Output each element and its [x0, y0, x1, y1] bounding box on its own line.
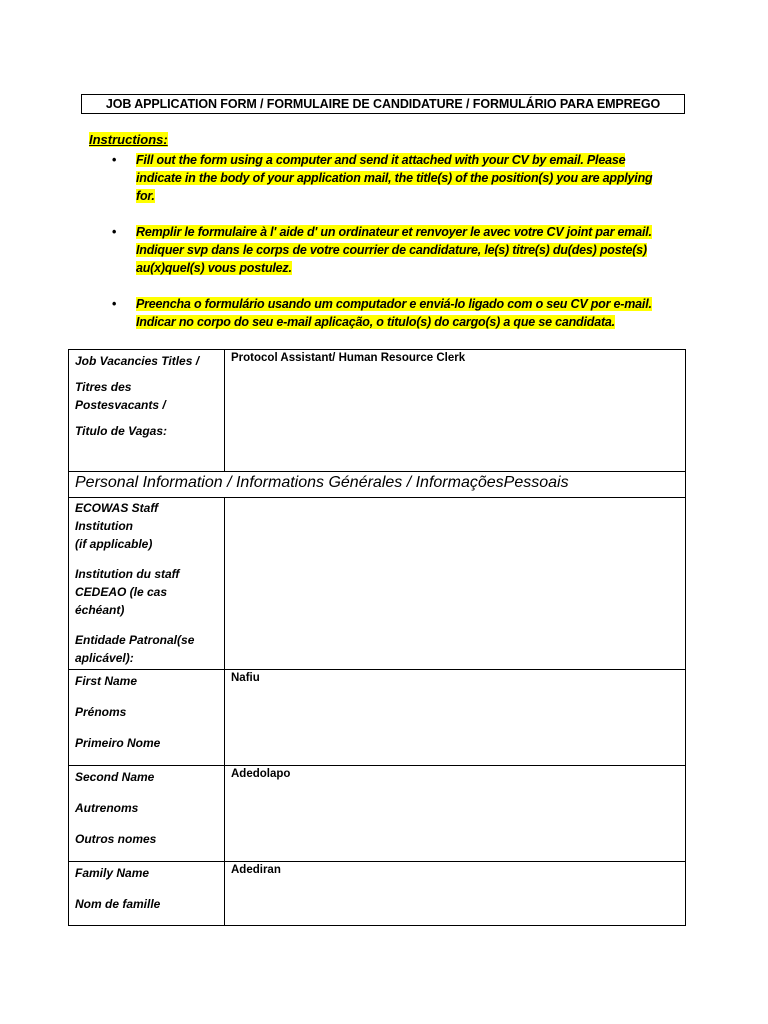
bullet-icon: •: [112, 153, 117, 167]
instructions-list: [110, 151, 680, 349]
institution-label: [69, 498, 225, 670]
second-name-label: [69, 766, 225, 862]
label-line: Autrenoms: [75, 801, 139, 815]
second-name-row: [69, 766, 686, 862]
instruction-line: Indicar no corpo do seu e-mail aplicação, o titulo(s) do cargo(s) a que se candidata.: [136, 315, 615, 329]
instruction-item-french: [110, 223, 680, 277]
label-line: Institution du staff: [75, 567, 180, 581]
label-line: Job Vacancies Titles /: [75, 354, 200, 368]
label-line: Family Name: [75, 866, 150, 880]
label-line: Postesvacants /: [75, 398, 166, 412]
instruction-line: Preencha o formulário usando um computador e enviá-lo ligado com o seu CV por e-mail.: [136, 297, 652, 311]
form-title: JOB APPLICATION FORM / FORMULAIRE DE CANDIDATURE / FORMULÁRIO PARA EMPREGO: [81, 94, 685, 114]
family-name-field[interactable]: Adediran: [225, 862, 686, 926]
label-line: Nom de famille: [75, 897, 161, 911]
second-name-field[interactable]: Adedolapo: [225, 766, 686, 862]
label-line: Titulo de Vagas:: [75, 424, 168, 438]
instructions-heading: Instructions:: [89, 132, 168, 147]
first-name-field[interactable]: Nafiu: [225, 670, 686, 766]
job-vacancies-row: [69, 350, 686, 472]
first-name-label: [69, 670, 225, 766]
institution-field[interactable]: [225, 498, 686, 670]
label-line: Titres des: [75, 380, 132, 394]
bullet-icon: •: [112, 297, 117, 311]
label-line: CEDEAO (le cas échéant): [75, 585, 168, 617]
application-form-table: [68, 349, 686, 926]
first-name-row: [69, 670, 686, 766]
family-name-label: [69, 862, 225, 926]
instruction-line: au(x)quel(s) vous postulez.: [136, 261, 292, 275]
label-line: Entidade Patronal(se: [75, 633, 195, 647]
label-line: Primeiro Nome: [75, 736, 161, 750]
label-line: Prénoms: [75, 705, 127, 719]
instruction-line: for.: [136, 189, 155, 203]
label-line: (if applicable): [75, 537, 153, 551]
personal-info-section-row: [69, 472, 686, 498]
job-vacancies-field[interactable]: Protocol Assistant/ Human Resource Clerk: [225, 350, 686, 472]
instruction-item-portuguese: [110, 295, 680, 331]
instruction-line: Indiquer svp dans le corps de votre courrier de candidature, le(s) titre(s) du(des) poste(s): [136, 243, 647, 257]
instruction-line: indicate in the body of your application mail, the title(s) of the position(s) you are applying: [136, 171, 653, 185]
label-line: ECOWAS Staff Institution: [75, 501, 159, 533]
instruction-item-english: [110, 151, 680, 205]
institution-row: [69, 498, 686, 670]
label-line: Outros nomes: [75, 832, 157, 846]
label-line: aplicável):: [75, 651, 134, 665]
label-line: First Name: [75, 674, 138, 688]
label-line: Second Name: [75, 770, 155, 784]
job-vacancies-label: [69, 350, 225, 472]
personal-info-heading: Personal Information / Informations Générales / InformaçõesPessoais: [69, 472, 686, 498]
instruction-line: Fill out the form using a computer and send it attached with your CV by email. Please: [136, 153, 626, 167]
family-name-row: [69, 862, 686, 926]
bullet-icon: •: [112, 225, 117, 239]
instruction-line: Remplir le formulaire à l' aide d' un ordinateur et renvoyer le avec votre CV joint par email.: [136, 225, 652, 239]
